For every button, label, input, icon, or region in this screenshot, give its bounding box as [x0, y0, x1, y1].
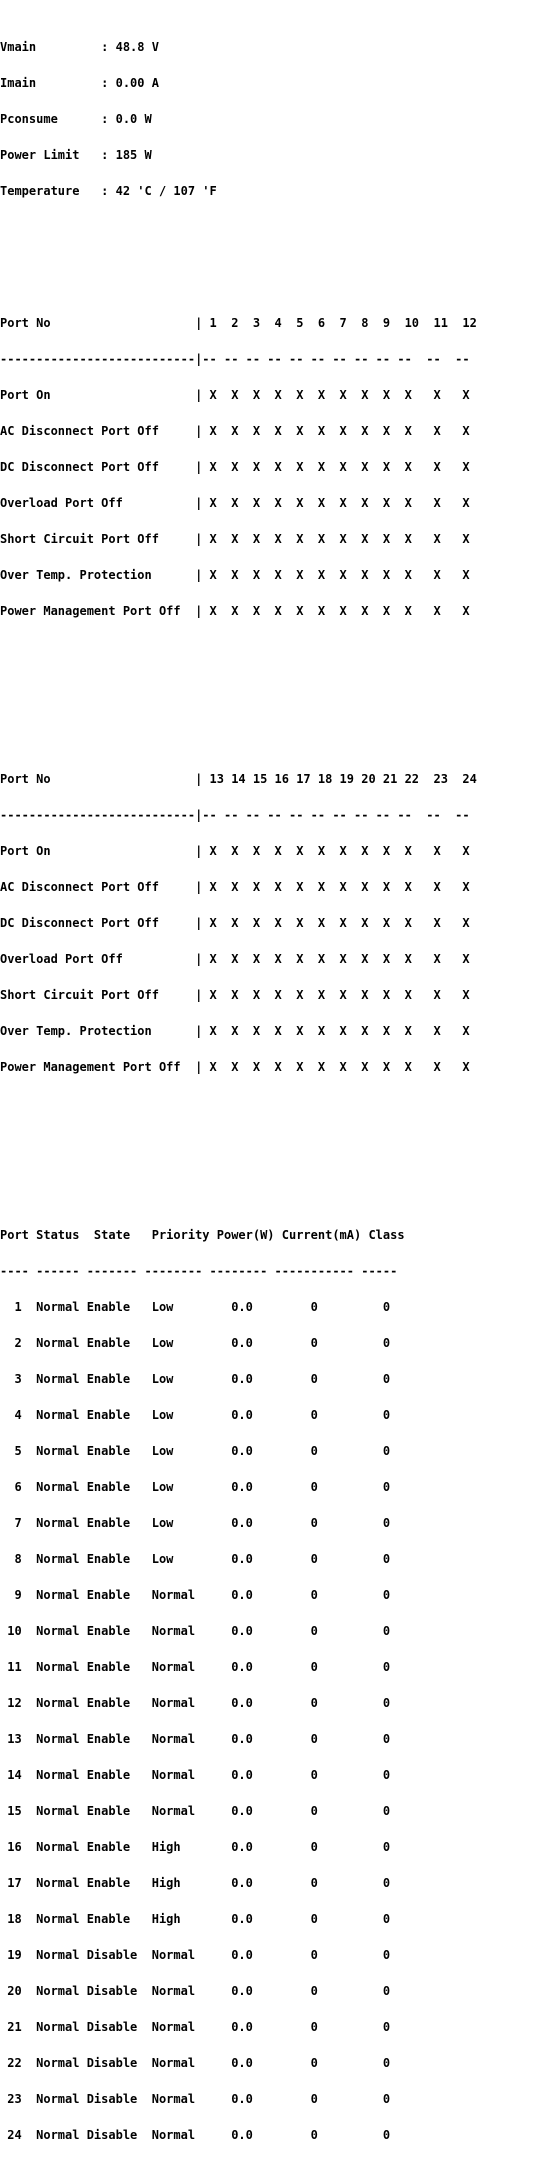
- table-row: 15 Normal Enable Normal 0.0 0 0: [0, 1804, 391, 1818]
- table-row: 20 Normal Disable Normal 0.0 0 0: [0, 1984, 391, 1998]
- blank-line: [0, 665, 477, 677]
- status-row-dc-disconnect: DC Disconnect Port Off | X X X X X X X X X X X X: [0, 916, 470, 930]
- table-row: 3 Normal Enable Low 0.0 0 0: [0, 1372, 391, 1386]
- table-row: 1 Normal Enable Low 0.0 0 0: [0, 1300, 391, 1314]
- table-row: 9 Normal Enable Normal 0.0 0 0: [0, 1588, 391, 1602]
- status-row-over-temp: Over Temp. Protection | X X X X X X X X X X X X: [0, 1024, 470, 1038]
- port-table-divider: ---- ------ ------- -------- -------- ----------- -----: [0, 1264, 398, 1278]
- table-header: Port No | 1 2 3 4 5 6 7 8 9 10 11 12: [0, 316, 477, 330]
- port-status-table-1: [0, 293, 477, 641]
- summary-pconsume: Pconsume : 0.0 W: [0, 112, 152, 126]
- port-table: [0, 1205, 477, 2165]
- status-row-port-on: Port On | X X X X X X X X X X X X: [0, 388, 470, 402]
- status-row-power-management: Power Management Port Off | X X X X X X X X X X X X: [0, 1060, 470, 1074]
- table-row: 17 Normal Enable High 0.0 0 0: [0, 1876, 391, 1890]
- summary-power-limit: Power Limit : 185 W: [0, 148, 152, 162]
- status-row-overload: Overload Port Off | X X X X X X X X X X X X: [0, 952, 470, 966]
- summary-temperature: Temperature : 42 'C / 107 'F: [0, 184, 217, 198]
- table-row: 12 Normal Enable Normal 0.0 0 0: [0, 1696, 391, 1710]
- port-table-header: Port Status State Priority Power(W) Current(mA) Class: [0, 1228, 405, 1242]
- blank-line: [0, 245, 477, 257]
- table-row: 14 Normal Enable Normal 0.0 0 0: [0, 1768, 391, 1782]
- table-row: 16 Normal Enable High 0.0 0 0: [0, 1840, 391, 1854]
- table-row: 24 Normal Disable Normal 0.0 0 0: [0, 2128, 391, 2142]
- status-row-power-management: Power Management Port Off | X X X X X X X X X X X X: [0, 604, 470, 618]
- status-row-short-circuit: Short Circuit Port Off | X X X X X X X X X X X X: [0, 532, 470, 546]
- table-row: 10 Normal Enable Normal 0.0 0 0: [0, 1624, 391, 1638]
- status-row-short-circuit: Short Circuit Port Off | X X X X X X X X X X X X: [0, 988, 470, 1002]
- table-row: 18 Normal Enable High 0.0 0 0: [0, 1912, 391, 1926]
- blank-line: [0, 1157, 477, 1169]
- table-row: 8 Normal Enable Low 0.0 0 0: [0, 1552, 391, 1566]
- table-row: 21 Normal Disable Normal 0.0 0 0: [0, 2020, 391, 2034]
- summary-vmain: Vmain : 48.8 V: [0, 40, 159, 54]
- table-row: 5 Normal Enable Low 0.0 0 0: [0, 1444, 391, 1458]
- blank-line: [0, 1121, 477, 1133]
- summary-imain: Imain : 0.00 A: [0, 76, 159, 90]
- table-row: 23 Normal Disable Normal 0.0 0 0: [0, 2092, 391, 2106]
- blank-line: [0, 701, 477, 713]
- port-status-table-2: [0, 749, 477, 1097]
- table-row: 4 Normal Enable Low 0.0 0 0: [0, 1408, 391, 1422]
- table-row: 22 Normal Disable Normal 0.0 0 0: [0, 2056, 391, 2070]
- table-row: 2 Normal Enable Low 0.0 0 0: [0, 1336, 391, 1350]
- power-summary: [0, 17, 477, 221]
- table-header: Port No | 13 14 15 16 17 18 19 20 21 22 23 24: [0, 772, 477, 786]
- table-row: 6 Normal Enable Low 0.0 0 0: [0, 1480, 391, 1494]
- status-row-dc-disconnect: DC Disconnect Port Off | X X X X X X X X X X X X: [0, 460, 470, 474]
- table-row: 13 Normal Enable Normal 0.0 0 0: [0, 1732, 391, 1746]
- table-divider: ---------------------------|-- -- -- -- -- -- -- -- -- -- -- --: [0, 808, 470, 822]
- status-row-port-on: Port On | X X X X X X X X X X X X: [0, 844, 470, 858]
- table-row: 11 Normal Enable Normal 0.0 0 0: [0, 1660, 391, 1674]
- table-row: 7 Normal Enable Low 0.0 0 0: [0, 1516, 391, 1530]
- table-row: 19 Normal Disable Normal 0.0 0 0: [0, 1948, 391, 1962]
- status-row-over-temp: Over Temp. Protection | X X X X X X X X X X X X: [0, 568, 470, 582]
- status-row-ac-disconnect: AC Disconnect Port Off | X X X X X X X X X X X X: [0, 880, 470, 894]
- status-row-ac-disconnect: AC Disconnect Port Off | X X X X X X X X X X X X: [0, 424, 470, 438]
- table-divider: ---------------------------|-- -- -- -- -- -- -- -- -- -- -- --: [0, 352, 470, 366]
- status-row-overload: Overload Port Off | X X X X X X X X X X X X: [0, 496, 470, 510]
